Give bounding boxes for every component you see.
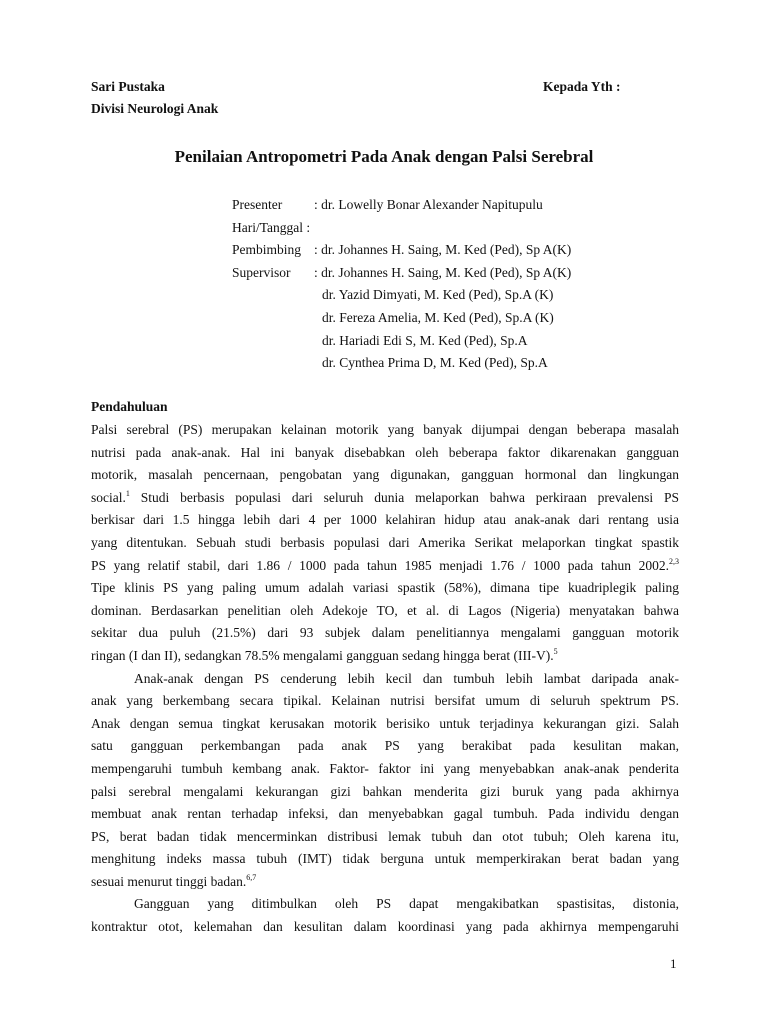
header-divisi: Divisi Neurologi Anak: [91, 101, 219, 116]
pembimbing-value: : dr. Johannes H. Saing, M. Ked (Ped), Sp A(K): [314, 242, 572, 258]
body-line: [91, 916, 679, 939]
body-line-text: sesuai menurut tinggi badan.: [91, 873, 247, 889]
body-line-text: social.: [91, 489, 126, 505]
body-line-text: membuat anak rentan terhadap infeksi, dan menyebabkan gagal tumbuh. Pada individu dengan: [91, 806, 679, 822]
date-label: Hari/Tanggal :: [232, 219, 311, 235]
page-number: 1: [670, 956, 677, 971]
citation-superscript: 6,7: [246, 872, 257, 882]
body-line: [91, 532, 679, 555]
body-line: [91, 509, 679, 532]
citation-superscript: 1: [125, 488, 130, 498]
body-line: [91, 487, 679, 510]
body-line: [91, 464, 679, 487]
body-line: [91, 826, 679, 849]
section-heading: Pendahuluan: [91, 399, 168, 414]
body-line-text: satu gangguan perkembangan pada anak PS yang berakibat pada kesulitan makan,: [91, 738, 679, 754]
document-title: Penilaian Antropometri Pada Anak dengan Palsi Serebral: [174, 147, 594, 166]
body-line: [91, 848, 679, 871]
supervisor-name: dr. Yazid Dimyati, M. Ked (Ped), Sp.A (K): [322, 287, 554, 303]
body-line-text: Anak-anak dengan PS cenderung lebih kecil dan tumbuh lebih lambat daripada anak-: [134, 670, 679, 686]
body-line-text: sekitar dua puluh (21.5%) dari 93 subjek dalam penelitiannya mengalami gangguan motorik: [91, 625, 679, 641]
body-line-text: Palsi serebral (PS) merupakan kelainan motorik yang banyak dijumpai dengan beberapa masalah: [91, 422, 679, 437]
meta-supervisor-extra: [232, 330, 571, 353]
body-line-text: menghitung indeks massa tubuh (IMT) tidak berguna untuk memperkirakan berat badan yang: [91, 851, 679, 867]
body-line-text: PS, berat badan tidak mencerminkan distribusi lemak tubuh dan otot tubuh; Oleh karena itu,: [91, 828, 679, 844]
body-line-text: berkisar dari 1.5 hingga lebih dari 4 per 1000 kelahiran hidup atau anak-anak dari rentang usia: [91, 512, 679, 528]
supervisor-name: dr. Hariadi Edi S, M. Ked (Ped), Sp.A: [322, 332, 528, 348]
body-line-text: anak yang berkembang secara tipikal. Kelainan nutrisi bersifat umum di seluruh spektrum PS.: [91, 693, 679, 709]
body-line-text: motorik, masalah pencernaan, pengobatan yang digunakan, gangguan hormonal dan lingkungan: [91, 467, 679, 483]
body-line: [91, 781, 679, 804]
header-sari-pustaka: Sari Pustaka: [91, 79, 165, 94]
supervisor-name: dr. Cynthea Prima D, M. Ked (Ped), Sp.A: [322, 355, 548, 371]
supervisor-name: dr. Fereza Amelia, M. Ked (Ped), Sp.A (K): [322, 309, 554, 325]
meta-supervisor-extra: [232, 352, 571, 375]
body-line-text: Anak dengan semua tingkat kerusakan motorik berisiko untuk terjadinya kekurangan gizi. Salah: [91, 715, 679, 731]
meta-supervisor-extra: [232, 307, 571, 330]
body-line-text: palsi serebral mengalami kekurangan gizi bahkan menderita gizi buruk yang pada akhirnya: [91, 783, 679, 799]
body-line: [91, 758, 679, 781]
body-line: [91, 645, 679, 668]
presenter-label: Presenter: [232, 197, 283, 212]
body-line-text: ringan (I dan II), sedangkan 78.5% mengalami gangguan sedang hingga berat (III-V).: [91, 647, 554, 663]
body-line: [91, 803, 679, 826]
body-line-text: yang ditentukan. Sebuah studi berbasis populasi dari Amerika Serikat melaporkan tingkat spastik: [91, 534, 679, 550]
body-line-text: PS yang relatif stabil, dari 1.86 / 1000 pada tahun 1985 menjadi 1.76 / 1000 pada tahun 2002.: [91, 557, 669, 573]
meta-supervisor-extra: [232, 284, 571, 307]
body-line-text: dominan. Berdasarkan penelitian oleh Adekoje TO, et al. di Lagos (Nigeria) menyatakan bahwa: [91, 602, 679, 618]
body-line: [91, 577, 679, 600]
body-text: [91, 419, 679, 939]
citation-superscript: 2,3: [669, 556, 679, 566]
meta-pembimbing: [232, 239, 571, 262]
body-line-text: Tipe klinis PS yang paling umum adalah variasi spastik (58%), dimana tipe kuadriplegik paling: [91, 580, 679, 596]
supervisor-value: : dr. Johannes H. Saing, M. Ked (Ped), Sp A(K): [314, 264, 572, 280]
body-line: [91, 419, 679, 442]
header-kepada-yth: Kepada Yth :: [543, 79, 621, 94]
body-line-text: Studi berbasis populasi dari seluruh dunia melaporkan bahwa perkiraan prevalensi PS: [129, 489, 679, 505]
meta-supervisor: [232, 262, 571, 285]
body-line-text: mempengaruhi tumbuh kembang anak. Faktor- faktor ini yang menyebabkan anak-anak penderita: [91, 760, 679, 776]
meta-presenter: [232, 194, 571, 217]
body-line: [91, 893, 679, 916]
meta-block: [232, 194, 571, 375]
citation-superscript: 5: [553, 646, 558, 656]
meta-date: [232, 217, 571, 240]
body-line-text: nutrisi pada anak-anak. Hal ini banyak disebabkan oleh beberapa faktor dikarenakan gangguan: [91, 444, 679, 460]
body-line: [91, 600, 679, 623]
body-line: [91, 690, 679, 713]
body-line: [91, 442, 679, 465]
body-line: [91, 622, 679, 645]
body-line-text: kontraktur otot, kelemahan dan kesulitan dalam koordinasi yang pada akhirnya mempengaruhi: [91, 919, 679, 935]
pembimbing-label: Pembimbing: [232, 242, 302, 258]
body-line: [91, 713, 679, 736]
presenter-value: : dr. Lowelly Bonar Alexander Napitupulu: [314, 197, 543, 212]
body-line: [91, 735, 679, 758]
body-line-text: Gangguan yang ditimbulkan oleh PS dapat mengakibatkan spastisitas, distonia,: [134, 896, 679, 912]
body-line: [91, 871, 679, 894]
body-line: [91, 555, 679, 578]
body-line: [91, 668, 679, 691]
supervisor-label: Supervisor: [232, 264, 291, 280]
